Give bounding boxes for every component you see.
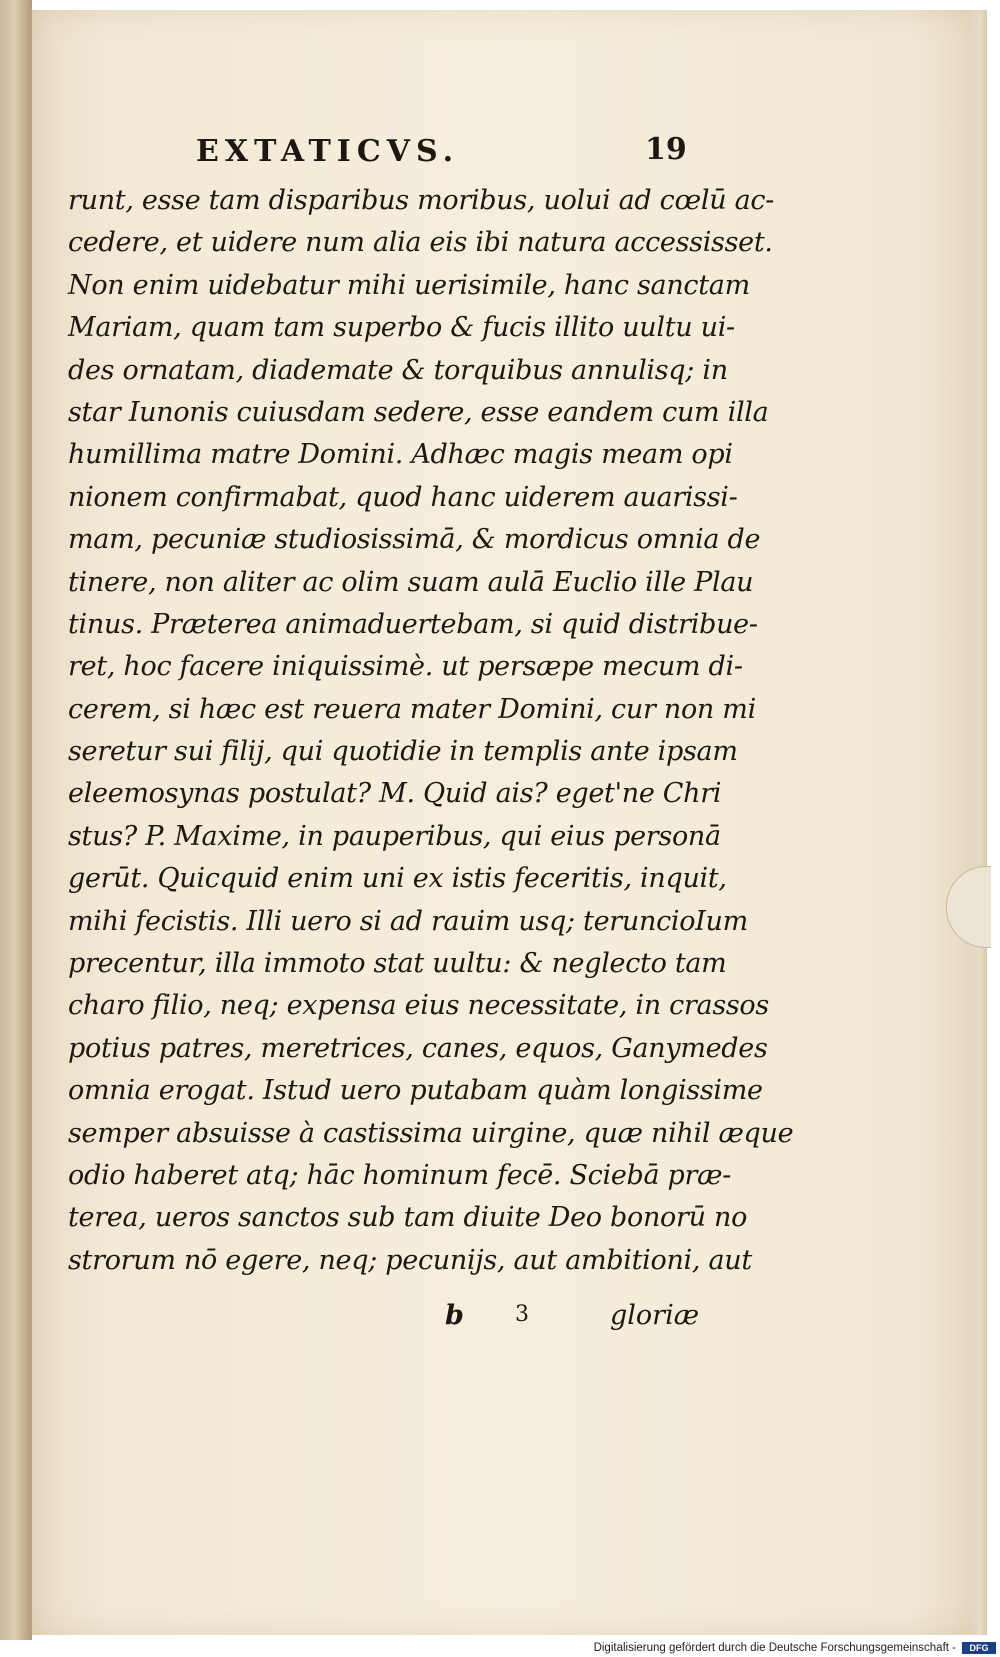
page-number: 19	[645, 132, 687, 167]
signature-number: 3	[515, 1302, 529, 1327]
text-line: humillima matre Domini. Adhæc magis meam opi	[68, 439, 733, 471]
text-line: semper absuisse à castissima uirgine, quæ nihil æque	[68, 1117, 794, 1149]
book-binding-edge	[0, 0, 32, 1640]
text-line: des ornatam, diademate & torquibus annulisq; in	[68, 354, 728, 386]
signature-mark: b	[445, 1300, 464, 1331]
text-line: odio haberet atq; hāc hominum fecē. Sciebā præ-	[68, 1159, 732, 1191]
dfg-logo-icon: DFG	[962, 1642, 996, 1654]
text-line: potius patres, meretrices, canes, equos, Ganymedes	[68, 1032, 768, 1064]
page-tab-marker	[946, 866, 991, 948]
footer-bar	[0, 1640, 1000, 1657]
text-line: cedere, et uidere num alia eis ibi natura accessisset.	[68, 227, 773, 259]
text-line: nionem confirmabat, quod hanc uiderem auarissi-	[68, 481, 738, 513]
text-line: terea, ueros sanctos sub tam diuite Deo bonorū no	[68, 1202, 748, 1234]
text-line: seretur sui filij, qui quotidie in templis ante ipsam	[68, 736, 738, 768]
text-line: cerem, si hæc est reuera mater Domini, cur non mi	[68, 693, 756, 725]
text-line: eleemosynas postulat? M. Quid ais? eget'ne Chri	[68, 778, 722, 810]
catchword: gloriæ	[610, 1300, 700, 1331]
text-line: runt, esse tam disparibus moribus, uolui ad cœlū ac-	[68, 185, 775, 216]
text-line: ret, hoc facere iniquissimè. ut persæpe mecum di-	[68, 651, 743, 683]
text-line: tinus. Præterea animaduertebam, si quid distribue-	[68, 608, 758, 640]
text-line: star Iunonis cuiusdam sedere, esse eandem cum illa	[68, 396, 769, 428]
page-edge-shadow	[969, 10, 987, 1635]
text-line: tinere, non aliter ac olim suam aulā Euclio ille Plau	[68, 566, 754, 598]
text-line: strorum nō egere, neq; pecunijs, aut ambitioni, aut	[68, 1244, 752, 1276]
text-line: Non enim uidebatur mihi uerisimile, hanc sanctam	[68, 269, 750, 301]
text-line: gerūt. Quicquid enim uni ex istis feceritis, inquit,	[68, 863, 727, 895]
text-line: stus? P. Maxime, in pauperibus, qui eius personā	[68, 820, 721, 852]
text-line: precentur, illa immoto stat uultu: & neglecto tam	[68, 948, 727, 980]
running-head: EXTATICVS.	[196, 134, 460, 169]
text-line: omnia erogat. Istud uero putabam quàm longissime	[68, 1075, 763, 1107]
footer-credit: Digitalisierung gefördert durch die Deutsche Forschungsgemeinschaft -	[593, 1642, 956, 1654]
body-text	[68, 180, 794, 1282]
text-line: mam, pecuniæ studiosissimā, & mordicus omnia de	[68, 524, 761, 556]
text-line: charo filio, neq; expensa eius necessitate, in crassos	[68, 990, 769, 1022]
text-line: mihi fecistis. Illi uero si ad rauim usq; teruncioIum	[68, 905, 748, 937]
text-line: Mariam, quam tam superbo & fucis illito uultu ui-	[68, 312, 735, 344]
